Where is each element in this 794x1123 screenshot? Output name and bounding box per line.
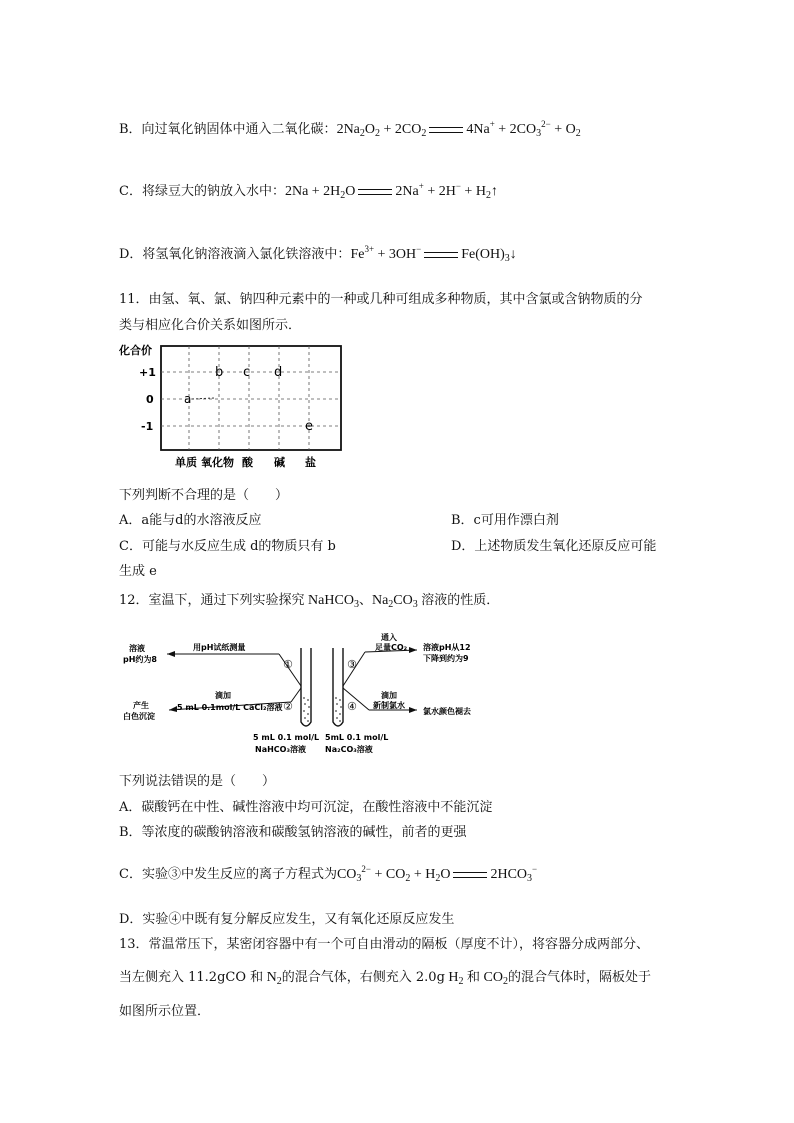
q10-option-b: B．向过氧化钠固体中通入二氧化碳：$2Na_2O_2 + 2CO_2$ $4Na^+ + 2CO_3^{2-} + O_2$ bbox=[119, 119, 581, 139]
q11-option-a: A．a能与d的水溶液反应 bbox=[119, 513, 262, 528]
left-op2b: 5 mL 0.1mol/L CaCl₂溶液 bbox=[177, 703, 283, 712]
q11-stem-2: 类与相应化合价关系如图所示． bbox=[119, 318, 302, 333]
q12-option-d: D．实验④中既有复分解反应发生，又有氧化还原反应发生 bbox=[119, 912, 455, 927]
left-tube-label2: NaHCO₃溶液 bbox=[255, 745, 306, 754]
chart-ylabel: 化合价 bbox=[119, 344, 152, 357]
q10-option-d: D．将氢氧化钠溶液滴入氯化铁溶液中：$Fe^{3+} + 3OH^-$ $Fe(OH)_3↓$ bbox=[119, 244, 517, 264]
right-result1: 溶液pH从12 bbox=[423, 643, 471, 652]
right-op2b: 新制氯水 bbox=[373, 701, 405, 710]
q13-line2: 当左侧充入 11.2gCO 和 $N_2$的混合气体，右侧充入 2.0g $H_2$ 和 $CO_2$的混合气体时，隔板处于 bbox=[119, 970, 652, 987]
q11-stem: 11．由氢、氧、氯、钠四种元素中的一种或几种可组成多种物质，其中含氯或含钠物质的分 bbox=[119, 292, 643, 307]
xtick-base: 碱 bbox=[274, 456, 285, 469]
ytick-0: 0 bbox=[146, 393, 154, 406]
left-op1: 用pH试纸测量 bbox=[193, 643, 246, 652]
point-c: c bbox=[243, 365, 251, 380]
marker-1: ① bbox=[283, 658, 293, 671]
left-result1b: pH约为8 bbox=[123, 655, 157, 664]
right-tube-label: 5mL 0.1 mol/L bbox=[325, 733, 389, 742]
q12-option-b: B．等浓度的碳酸钠溶液和碳酸氢钠溶液的碱性，前者的更强 bbox=[119, 825, 467, 840]
left-op2a: 滴加 bbox=[215, 691, 231, 700]
q12-experiment-diagram bbox=[119, 628, 499, 756]
right-op1a: 通入 bbox=[381, 633, 397, 642]
ytick-minus1: -1 bbox=[141, 420, 154, 433]
q11-valence-chart bbox=[119, 340, 349, 472]
q11-option-c: C．可能与水反应生成 d的物质只有 b bbox=[119, 539, 336, 554]
xtick-salt: 盐 bbox=[305, 456, 316, 469]
q12-question: 下列说法错误的是（ ） bbox=[119, 774, 276, 789]
right-result2: 氯水颜色褪去 bbox=[423, 707, 471, 716]
left-result2: 产生 bbox=[133, 701, 149, 710]
point-d: d bbox=[274, 365, 283, 380]
ytick-plus1: +1 bbox=[139, 366, 156, 379]
q12-option-c: C．实验③中发生反应的离子方程式为$CO_3^{2-} + CO_2 + H_2O$ $2HCO_3^-$ bbox=[119, 864, 538, 884]
q13-line3: 如图所示位置． bbox=[119, 1004, 211, 1019]
q11-option-d-cont: 生成 e bbox=[119, 564, 157, 579]
q12-stem: 12．室温下，通过下列实验探究 NaHCO$_3$、$Na_2CO_3$ 溶液的性质． bbox=[119, 593, 500, 610]
xtick-elemental: 单质 bbox=[175, 456, 197, 469]
q10-option-c: C．将绿豆大的钠放入水中：$2Na + 2H_2O$ $2Na^+ + 2H^- + H_2↑$ bbox=[119, 181, 498, 201]
marker-4: ④ bbox=[347, 700, 357, 713]
xtick-acid: 酸 bbox=[242, 456, 253, 469]
right-tube-label2: Na₂CO₃溶液 bbox=[325, 745, 373, 754]
marker-3: ③ bbox=[347, 658, 357, 671]
right-result1b: 下降到约为9 bbox=[423, 654, 469, 663]
left-result1: 溶液 bbox=[129, 644, 145, 653]
q11-question: 下列判断不合理的是（ ） bbox=[119, 488, 289, 503]
right-op1b: 足量CO₂ bbox=[375, 643, 408, 652]
left-result2b: 白色沉淀 bbox=[123, 712, 155, 721]
left-tube-label: 5 mL 0.1 mol/L bbox=[253, 733, 320, 742]
q11-option-d: D．上述物质发生氧化还原反应可能 bbox=[451, 539, 657, 554]
q13-line1: 13．常温常压下，某密闭容器中有一个可自由滑动的隔板（厚度不计），将容器分成两部分、 bbox=[119, 937, 650, 952]
point-e: e bbox=[305, 419, 313, 434]
point-a: a bbox=[184, 392, 192, 406]
point-b: b bbox=[215, 365, 224, 380]
right-op2a: 滴加 bbox=[381, 691, 397, 700]
marker-2: ② bbox=[283, 700, 293, 713]
q12-option-a: A．碳酸钙在中性、碱性溶液中均可沉淀，在酸性溶液中不能沉淀 bbox=[119, 800, 493, 815]
q11-option-b: B．c可用作漂白剂 bbox=[451, 513, 559, 528]
xtick-oxide: 氧化物 bbox=[201, 456, 234, 469]
